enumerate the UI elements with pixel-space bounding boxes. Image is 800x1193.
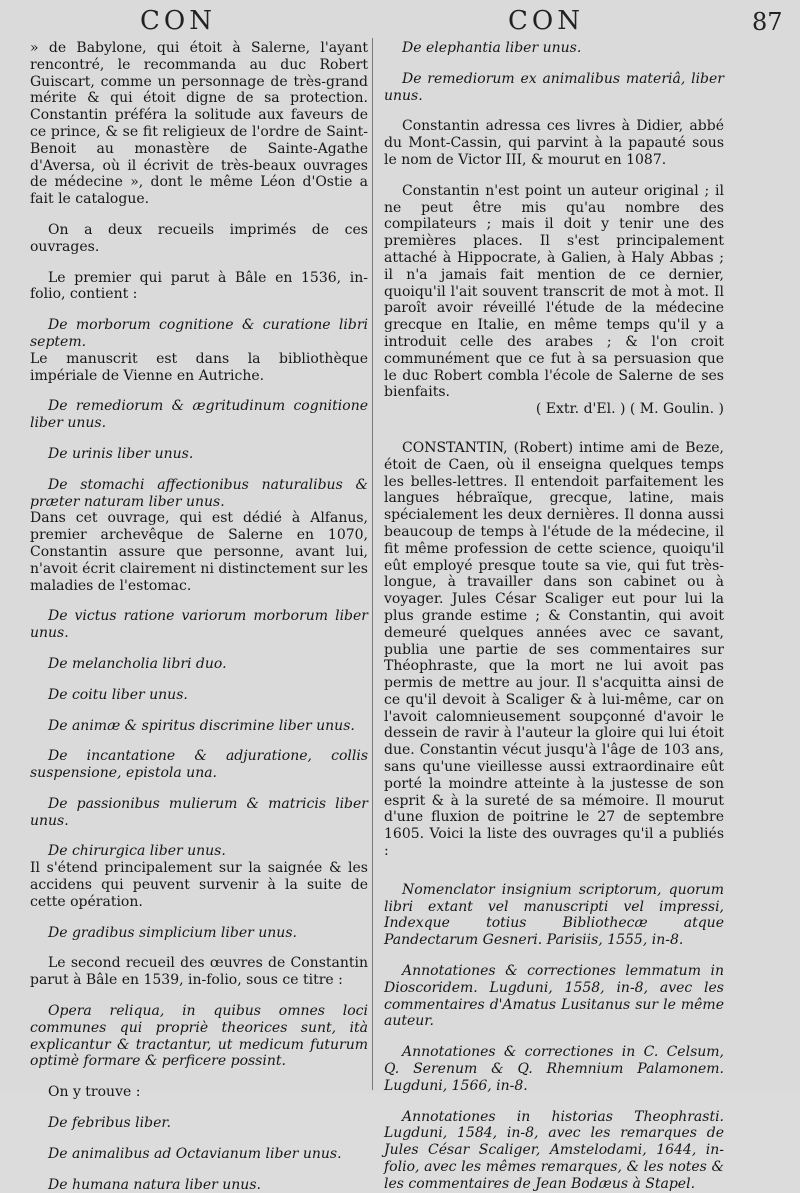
bibliography-item: Annotationes & correctiones lemmatum in Dioscoridem. Lugduni, 1558, in-8, avec les commentaires d'Amatus Lusitanus sur le même auteur. <box>384 963 724 1030</box>
paragraph: Le manuscrit est dans la bibliothèque impériale de Vienne en Autriche. <box>30 350 368 384</box>
paragraph: Le second recueil des œuvres de Constantin parut à Bâle en 1539, in-folio, sous ce titre : <box>30 955 368 989</box>
work-title: De gradibus simplicium liber unus. <box>48 924 297 941</box>
paragraph: Dans cet ouvrage, qui est dédié à Alfanus, premier archevêque de Salerne en 1070, Constantin assure que personne, avant lui, n'avoit écrit clairement ni distinctement sur les maladies de l'estomac. <box>30 510 368 594</box>
paragraph: Constantin n'est point un auteur original ; il ne peut être mis qu'au nombre des compilateurs ; mais il doit y tenir une des premières places. Il s'est principalement attaché à Hippocrate, à Galien, à Haly Abbas ; il n'a jamais fait mention de ce dernier, quoiqu'il l'ait souvent transcrit de mot à mot. Il paroît avoir réveillé l'étude de la médecine grecque en Italie, en même temps qu'il y a introduit celle des arabes ; & l'on croit communément que ce fut à sa persuasion que le duc Robert combla l'école de Salerne de ses bienfaits. <box>384 182 724 401</box>
paragraph: Constantin adressa ces livres à Didier, abbé du Mont-Cassin, qui parvint à la papauté sous le nom de Victor III, & mourut en 1087. <box>384 118 724 168</box>
work-title: De animalibus ad Octavianum liber unus. <box>48 1145 342 1162</box>
work-title: De chirurgica liber unus. <box>48 843 226 860</box>
work-title: De victus ratione variorum morborum liber unus. <box>30 608 368 642</box>
work-title: De remediorum & ægritudinum cognitione liber unus. <box>30 398 368 432</box>
source-signature: ( Extr. d'El. ) ( M. Goulin. ) <box>535 401 724 418</box>
right-column <box>384 40 724 1193</box>
running-head-left: CON <box>140 6 216 36</box>
work-title: De coitu liber unus. <box>48 686 188 703</box>
paragraph: On y trouve : <box>48 1084 141 1101</box>
work-title: Opera reliqua, in quibus omnes loci communes qui propriè theorices sunt, ità explicantur & tractantur, ut medicum futurum optimè formare & perficere possint. <box>30 1003 368 1070</box>
paragraph: On a deux recueils imprimés de ces ouvrages. <box>30 221 368 255</box>
paragraph: Le premier qui parut à Bâle en 1536, in-folio, contient : <box>30 269 368 303</box>
work-title: De animæ & spiritus discrimine liber unus. <box>48 717 355 734</box>
column-divider <box>372 38 373 1090</box>
work-title: De remediorum ex animalibus materiâ, liber unus. <box>384 70 724 104</box>
work-title: De febribus liber. <box>48 1115 171 1132</box>
bibliography-item: Annotationes & correctiones in C. Celsum, Q. Serenum & Q. Rhemnium Palamonem. Lugduni, 1566, in-8. <box>384 1044 724 1094</box>
bibliography-item: Nomenclator insignium scriptorum, quorum libri extant vel manuscripti vel impressi, Indexque totius Bibliothecæ atque Pandectarum Gesneri. Parisiis, 1555, in-8. <box>384 881 724 949</box>
work-title: De urinis liber unus. <box>48 445 194 462</box>
paragraph: Il s'étend principalement sur la saignée & les accidens qui peuvent survenir à la suite de cette opération. <box>30 860 368 910</box>
biographical-entry: CONSTANTIN, (Robert) intime ami de Beze, étoit de Caen, où il enseigna quelques temps les belles-lettres. Il entendoit parfaitement les langues hébraïque, grecque, latine, mais spécialement les deux dernières. Il donna aussi beaucoup de temps à l'étude de la médecine, il fit même profession de cette science, quoiqu'il eût employé presque toute sa vie, qui fut très-longue, à travailler dans son cabinet ou à voyager. Jules César Scaliger eut pour lui la plus grande estime ; & Constantin, qui avoit demeuré quelques années avec ce savant, publia une partie de ses commentaires sur Théophraste, que la mort ne lui avoit pas permis de mettre au jour. Il s'acquitta ainsi de ce qu'il devoit à Scaliger & à lui-même, car on l'avoit calomnieusement soupçonné d'avoir le dessein de ravir à l'auteur la gloire qui lui étoit due. Constantin vécut jusqu'à l'âge de 103 ans, sans qu'une vieillesse aussi extraordinaire eût porté la moindre atteinte à la justesse de son esprit & à la sureté de sa mémoire. Il mourut d'une fluxion de poitrine le 27 de septembre 1605. Voici la liste des ouvrages qu'il a publiés : <box>384 439 724 860</box>
running-head-right: CON <box>508 6 584 36</box>
work-title: De passionibus mulierum & matricis liber unus. <box>30 795 368 829</box>
page-number: 87 <box>752 8 783 36</box>
work-title: De melancholia libri duo. <box>48 655 227 672</box>
work-title: De elephantia liber unus. <box>402 40 582 56</box>
paragraph: » de Babylone, qui étoit à Salerne, l'ayant rencontré, le recommanda au duc Robert Guiscart, comme un personnage de très-grand mérite & qui étoit digne de sa protection. Constantin préféra la solitude aux faveurs de ce prince, & se fit religieux de l'ordre de Saint-Benoit au monastère de Sainte-Agathe d'Aversa, où il écrivit de très-beaux ouvrages de médecine », dont le même Léon d'Ostie a fait le catalogue. <box>30 40 368 208</box>
bibliography-item: Annotationes in historias Theophrasti. Lugduni, 1584, in-8, avec les remarques de Jules César Scaliger, Amstelodami, 1644, in-folio, avec les mêmes remarques, & les notes & les commentaires de Jean Bodæus à Stapel. <box>384 1108 724 1192</box>
work-title: De incantatione & adjuratione, collis suspensione, epistola una. <box>30 748 368 782</box>
left-column <box>30 40 368 1193</box>
work-title: De morborum cognitione & curatione libri septem. <box>30 317 368 350</box>
work-title: De humana natura liber unus. <box>48 1176 261 1193</box>
work-title: De stomachi affectionibus naturalibus & præter naturam liber unus. <box>30 476 368 510</box>
